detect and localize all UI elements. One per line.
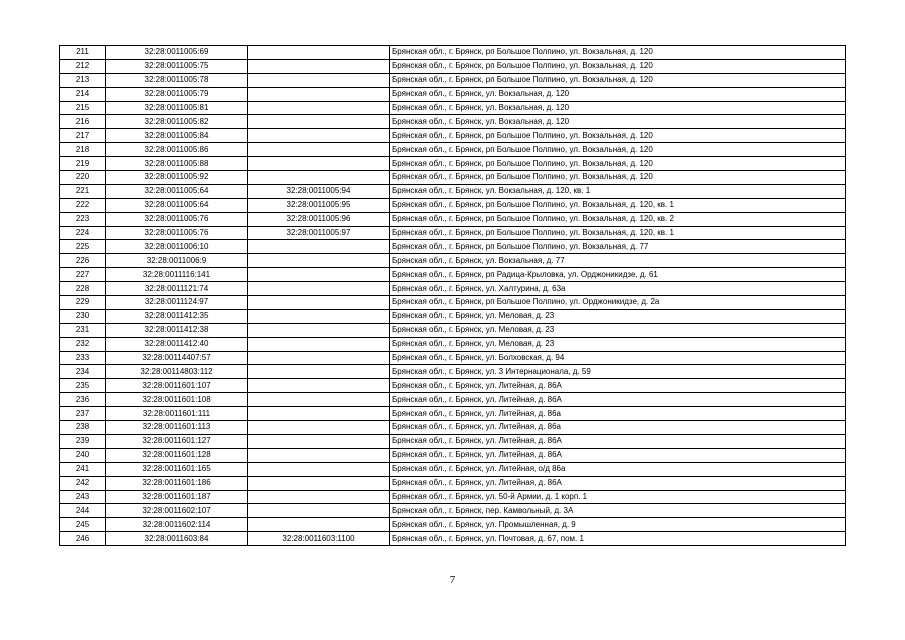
cadastral-number-cell: 32:28:0011601:165	[106, 462, 248, 476]
row-number-cell: 221	[60, 184, 106, 198]
linked-cadastral-number-cell	[248, 171, 390, 185]
row-number-cell: 213	[60, 73, 106, 87]
row-number-cell: 238	[60, 421, 106, 435]
row-number-cell: 224	[60, 226, 106, 240]
linked-cadastral-number-cell	[248, 407, 390, 421]
cadastral-number-cell: 32:28:0011005:82	[106, 115, 248, 129]
address-cell: Брянская обл., г. Брянск, ул. Вокзальная, д. 77	[390, 254, 846, 268]
cadastral-number-cell: 32:28:0011005:64	[106, 184, 248, 198]
cadastral-number-cell: 32:28:0011006:9	[106, 254, 248, 268]
address-cell: Брянская обл., г. Брянск, ул. Вокзальная, д. 120	[390, 87, 846, 101]
cadastral-number-cell: 32:28:0011601:108	[106, 393, 248, 407]
table-row	[60, 365, 846, 379]
table-row	[60, 448, 846, 462]
address-cell: Брянская обл., г. Брянск, ул. Меловая, д. 23	[390, 323, 846, 337]
cadastral-number-cell: 32:28:0011601:107	[106, 379, 248, 393]
linked-cadastral-number-cell	[248, 323, 390, 337]
table-row	[60, 337, 846, 351]
row-number-cell: 228	[60, 282, 106, 296]
linked-cadastral-number-cell	[248, 337, 390, 351]
linked-cadastral-number-cell	[248, 101, 390, 115]
table-row	[60, 393, 846, 407]
linked-cadastral-number-cell	[248, 73, 390, 87]
cadastral-number-cell: 32:28:0011601:128	[106, 448, 248, 462]
cadastral-number-cell: 32:28:0011412:38	[106, 323, 248, 337]
linked-cadastral-number-cell	[248, 421, 390, 435]
linked-cadastral-number-cell	[248, 296, 390, 310]
row-number-cell: 223	[60, 212, 106, 226]
row-number-cell: 222	[60, 198, 106, 212]
row-number-cell: 240	[60, 448, 106, 462]
linked-cadastral-number-cell	[248, 393, 390, 407]
table-row	[60, 101, 846, 115]
linked-cadastral-number-cell	[248, 240, 390, 254]
row-number-cell: 227	[60, 268, 106, 282]
address-cell: Брянская обл., г. Брянск, рп Большое Полпино, ул. Вокзальная, д. 120, кв. 1	[390, 226, 846, 240]
row-number-cell: 220	[60, 171, 106, 185]
cadastral-number-cell: 32:28:0011116:141	[106, 268, 248, 282]
linked-cadastral-number-cell	[248, 115, 390, 129]
address-cell: Брянская обл., г. Брянск, ул. Литейная, д. 86А	[390, 476, 846, 490]
address-cell: Брянская обл., г. Брянск, ул. Меловая, д. 23	[390, 337, 846, 351]
linked-cadastral-number-cell	[248, 434, 390, 448]
linked-cadastral-number-cell	[248, 379, 390, 393]
table-row	[60, 157, 846, 171]
linked-cadastral-number-cell	[248, 351, 390, 365]
row-number-cell: 211	[60, 46, 106, 60]
address-cell: Брянская обл., г. Брянск, рп Большое Полпино, ул. Вокзальная, д. 120	[390, 171, 846, 185]
cadastral-number-cell: 32:28:0011005:69	[106, 46, 248, 60]
address-cell: Брянская обл., г. Брянск, рп Большое Полпино, ул. Вокзальная, д. 77	[390, 240, 846, 254]
address-cell: Брянская обл., г. Брянск, ул. Литейная, д. 86А	[390, 448, 846, 462]
linked-cadastral-number-cell: 32:28:0011603:1100	[248, 532, 390, 546]
address-cell: Брянская обл., г. Брянск, ул. 50-й Армии, д. 1 корп. 1	[390, 490, 846, 504]
table-row	[60, 309, 846, 323]
table-row	[60, 434, 846, 448]
cadastral-number-cell: 32:28:0011005:76	[106, 212, 248, 226]
address-cell: Брянская обл., г. Брянск, ул. Литейная, д. 86А	[390, 379, 846, 393]
row-number-cell: 218	[60, 143, 106, 157]
linked-cadastral-number-cell	[248, 143, 390, 157]
cadastral-number-cell: 32:28:0011601:127	[106, 434, 248, 448]
row-number-cell: 246	[60, 532, 106, 546]
address-cell: Брянская обл., г. Брянск, ул. Литейная, д. 86а	[390, 421, 846, 435]
table-row	[60, 115, 846, 129]
linked-cadastral-number-cell	[248, 129, 390, 143]
cadastral-number-cell: 32:28:00114803:112	[106, 365, 248, 379]
cadastral-number-cell: 32:28:0011005:75	[106, 59, 248, 73]
page-number: 7	[449, 574, 456, 586]
cadastral-number-cell: 32:28:0011005:79	[106, 87, 248, 101]
address-cell: Брянская обл., г. Брянск, ул. Болховская, д. 94	[390, 351, 846, 365]
cadastral-number-cell: 32:28:0011412:40	[106, 337, 248, 351]
row-number-cell: 230	[60, 309, 106, 323]
linked-cadastral-number-cell: 32:28:0011005:97	[248, 226, 390, 240]
row-number-cell: 219	[60, 157, 106, 171]
table-row	[60, 282, 846, 296]
address-cell: Брянская обл., г. Брянск, рп Большое Полпино, ул. Вокзальная, д. 120	[390, 157, 846, 171]
address-cell: Брянская обл., г. Брянск, рп Большое Полпино, ул. Вокзальная, д. 120	[390, 46, 846, 60]
linked-cadastral-number-cell	[248, 365, 390, 379]
linked-cadastral-number-cell	[248, 462, 390, 476]
cadastral-number-cell: 32:28:0011602:114	[106, 518, 248, 532]
address-cell: Брянская обл., г. Брянск, ул. Халтурина, д. 63а	[390, 282, 846, 296]
cadastral-number-cell: 32:28:0011005:76	[106, 226, 248, 240]
table-row	[60, 240, 846, 254]
table-row	[60, 421, 846, 435]
table-row	[60, 462, 846, 476]
table-row	[60, 296, 846, 310]
table-row	[60, 518, 846, 532]
cadastral-number-cell: 32:28:0011005:81	[106, 101, 248, 115]
address-cell: Брянская обл., г. Брянск, ул. Меловая, д. 23	[390, 309, 846, 323]
cadastral-number-cell: 32:28:0011005:88	[106, 157, 248, 171]
linked-cadastral-number-cell	[248, 157, 390, 171]
address-cell: Брянская обл., г. Брянск, ул. 3 Интернационала, д. 59	[390, 365, 846, 379]
row-number-cell: 234	[60, 365, 106, 379]
row-number-cell: 231	[60, 323, 106, 337]
address-cell: Брянская обл., г. Брянск, ул. Промышленная, д. 9	[390, 518, 846, 532]
table-row	[60, 184, 846, 198]
address-cell: Брянская обл., г. Брянск, рп Большое Полпино, ул. Вокзальная, д. 120	[390, 129, 846, 143]
table-row	[60, 476, 846, 490]
linked-cadastral-number-cell: 32:28:0011005:95	[248, 198, 390, 212]
cadastral-number-cell: 32:28:0011603:84	[106, 532, 248, 546]
row-number-cell: 236	[60, 393, 106, 407]
address-cell: Брянская обл., г. Брянск, ул. Литейная, д. 86А	[390, 393, 846, 407]
cadastral-number-cell: 32:28:0011121:74	[106, 282, 248, 296]
linked-cadastral-number-cell	[248, 504, 390, 518]
cadastral-number-cell: 32:28:0011602:107	[106, 504, 248, 518]
table-row	[60, 323, 846, 337]
cadastral-number-cell: 32:28:00114407:57	[106, 351, 248, 365]
address-cell: Брянская обл., г. Брянск, ул. Почтовая, д. 67, пом. 1	[390, 532, 846, 546]
table-row	[60, 143, 846, 157]
table-row	[60, 212, 846, 226]
address-cell: Брянская обл., г. Брянск, рп Большое Полпино, ул. Вокзальная, д. 120	[390, 143, 846, 157]
table-row	[60, 46, 846, 60]
cadastral-number-cell: 32:28:0011005:92	[106, 171, 248, 185]
address-cell: Брянская обл., г. Брянск, рп Большое Полпино, ул. Вокзальная, д. 120, кв. 1	[390, 198, 846, 212]
row-number-cell: 241	[60, 462, 106, 476]
row-number-cell: 244	[60, 504, 106, 518]
table-row	[60, 171, 846, 185]
cadastral-number-cell: 32:28:0011005:78	[106, 73, 248, 87]
row-number-cell: 242	[60, 476, 106, 490]
address-cell: Брянская обл., г. Брянск, рп Большое Полпино, ул. Вокзальная, д. 120	[390, 59, 846, 73]
row-number-cell: 216	[60, 115, 106, 129]
linked-cadastral-number-cell: 32:28:0011005:94	[248, 184, 390, 198]
cadastral-number-cell: 32:28:0011006:10	[106, 240, 248, 254]
cadastral-number-cell: 32:28:0011005:86	[106, 143, 248, 157]
table-row	[60, 532, 846, 546]
linked-cadastral-number-cell	[248, 268, 390, 282]
table-row	[60, 129, 846, 143]
table-row	[60, 254, 846, 268]
address-cell: Брянская обл., г. Брянск, пер. Камвольный, д. 3А	[390, 504, 846, 518]
row-number-cell: 212	[60, 59, 106, 73]
table-row	[60, 59, 846, 73]
table-row	[60, 268, 846, 282]
address-cell: Брянская обл., г. Брянск, рп Большое Полпино, ул. Орджоникидзе, д. 2а	[390, 296, 846, 310]
row-number-cell: 226	[60, 254, 106, 268]
table-row	[60, 198, 846, 212]
address-cell: Брянская обл., г. Брянск, ул. Вокзальная, д. 120	[390, 101, 846, 115]
linked-cadastral-number-cell	[248, 518, 390, 532]
cadastral-number-cell: 32:28:0011005:84	[106, 129, 248, 143]
table-row	[60, 379, 846, 393]
linked-cadastral-number-cell	[248, 254, 390, 268]
linked-cadastral-number-cell	[248, 309, 390, 323]
cadastral-number-cell: 32:28:0011005:64	[106, 198, 248, 212]
row-number-cell: 245	[60, 518, 106, 532]
row-number-cell: 214	[60, 87, 106, 101]
row-number-cell: 225	[60, 240, 106, 254]
row-number-cell: 229	[60, 296, 106, 310]
row-number-cell: 243	[60, 490, 106, 504]
property-registry-table	[59, 45, 846, 546]
row-number-cell: 232	[60, 337, 106, 351]
linked-cadastral-number-cell	[248, 476, 390, 490]
address-cell: Брянская обл., г. Брянск, ул. Литейная, о/д 86а	[390, 462, 846, 476]
linked-cadastral-number-cell	[248, 448, 390, 462]
linked-cadastral-number-cell	[248, 87, 390, 101]
row-number-cell: 215	[60, 101, 106, 115]
address-cell: Брянская обл., г. Брянск, рп Большое Полпино, ул. Вокзальная, д. 120	[390, 73, 846, 87]
cadastral-number-cell: 32:28:0011601:113	[106, 421, 248, 435]
linked-cadastral-number-cell	[248, 46, 390, 60]
table-row	[60, 490, 846, 504]
address-cell: Брянская обл., г. Брянск, ул. Вокзальная, д. 120, кв. 1	[390, 184, 846, 198]
table-row	[60, 73, 846, 87]
address-cell: Брянская обл., г. Брянск, ул. Вокзальная, д. 120	[390, 115, 846, 129]
row-number-cell: 233	[60, 351, 106, 365]
cadastral-number-cell: 32:28:0011601:111	[106, 407, 248, 421]
cadastral-number-cell: 32:28:0011124:97	[106, 296, 248, 310]
row-number-cell: 239	[60, 434, 106, 448]
row-number-cell: 217	[60, 129, 106, 143]
address-cell: Брянская обл., г. Брянск, рп Радица-Крыловка, ул. Орджоникидзе, д. 61	[390, 268, 846, 282]
linked-cadastral-number-cell: 32:28:0011005:96	[248, 212, 390, 226]
cadastral-number-cell: 32:28:0011601:186	[106, 476, 248, 490]
table-body	[60, 46, 846, 546]
address-cell: Брянская обл., г. Брянск, ул. Литейная, д. 86а	[390, 407, 846, 421]
address-cell: Брянская обл., г. Брянск, ул. Литейная, д. 86А	[390, 434, 846, 448]
address-cell: Брянская обл., г. Брянск, рп Большое Полпино, ул. Вокзальная, д. 120, кв. 2	[390, 212, 846, 226]
linked-cadastral-number-cell	[248, 59, 390, 73]
cadastral-number-cell: 32:28:0011412:35	[106, 309, 248, 323]
table-row	[60, 504, 846, 518]
table-row	[60, 226, 846, 240]
linked-cadastral-number-cell	[248, 282, 390, 296]
cadastral-number-cell: 32:28:0011601:187	[106, 490, 248, 504]
row-number-cell: 237	[60, 407, 106, 421]
row-number-cell: 235	[60, 379, 106, 393]
table-row	[60, 407, 846, 421]
table-row	[60, 351, 846, 365]
linked-cadastral-number-cell	[248, 490, 390, 504]
table-row	[60, 87, 846, 101]
